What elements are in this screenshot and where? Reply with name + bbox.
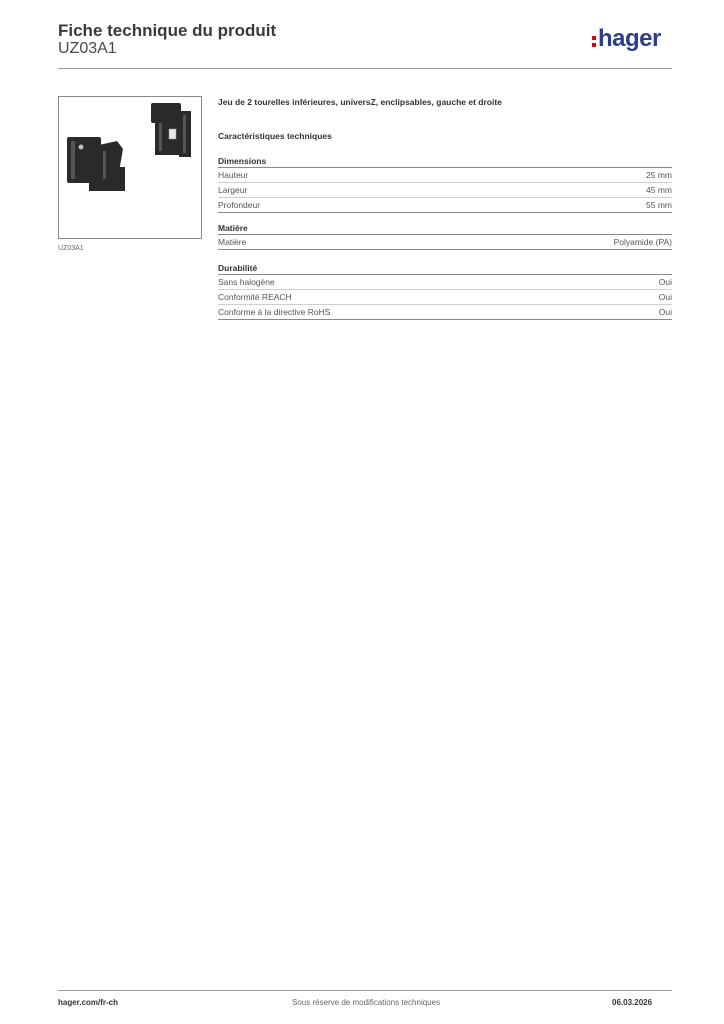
- spec-row: [218, 168, 672, 183]
- spec-label: Sans halogène: [218, 277, 275, 287]
- spec-value: Polyamide (PA): [613, 237, 672, 247]
- footer-divider: [58, 990, 672, 991]
- image-caption: UZ03A1: [58, 245, 84, 252]
- spec-label: Hauteur: [218, 170, 249, 180]
- product-description: Jeu de 2 tourelles inférieures, universZ, enclipsables, gauche et droite: [218, 97, 502, 107]
- header-divider: [58, 68, 672, 69]
- spec-group-material: [218, 222, 672, 250]
- spec-label: Matière: [218, 237, 247, 247]
- spec-row: [218, 235, 672, 250]
- spec-row: [218, 275, 672, 290]
- spec-group-durability: [218, 262, 672, 320]
- logo-text: hager: [598, 25, 661, 52]
- group-title: Matière: [218, 222, 672, 235]
- spec-value: 25 mm: [646, 170, 672, 180]
- spec-label: Conformité REACH: [218, 292, 292, 302]
- product-reference: UZ03A1: [58, 40, 117, 57]
- footer-website-link[interactable]: hager.com/fr-ch: [58, 998, 119, 1007]
- spec-value: Oui: [658, 277, 672, 287]
- spec-row: [218, 183, 672, 198]
- spec-value: Oui: [658, 307, 672, 317]
- group-title: Durabilité: [218, 262, 672, 275]
- spec-label: Largeur: [218, 185, 248, 195]
- footer-date: 06.03.2026: [612, 998, 653, 1007]
- spec-label: Profondeur: [218, 200, 261, 210]
- spec-row: [218, 305, 672, 320]
- product-image: [58, 96, 202, 239]
- spec-value: 45 mm: [646, 185, 672, 195]
- spec-value: 55 mm: [646, 200, 672, 210]
- logo-dots-icon: [592, 36, 596, 50]
- group-title: Dimensions: [218, 155, 672, 168]
- spec-label: Conforme à la directive RoHS: [218, 307, 331, 317]
- page-title: Fiche technique du produit: [58, 21, 277, 40]
- spec-group-dimensions: [218, 155, 672, 213]
- footer-disclaimer: Sous réserve de modifications techniques: [292, 998, 441, 1007]
- section-heading: Caractéristiques techniques: [218, 131, 332, 141]
- spec-row: [218, 198, 672, 213]
- product-photo-icon: [59, 97, 201, 238]
- spec-row: [218, 290, 672, 305]
- hager-logo[interactable]: [592, 27, 674, 57]
- spec-value: Oui: [658, 292, 672, 302]
